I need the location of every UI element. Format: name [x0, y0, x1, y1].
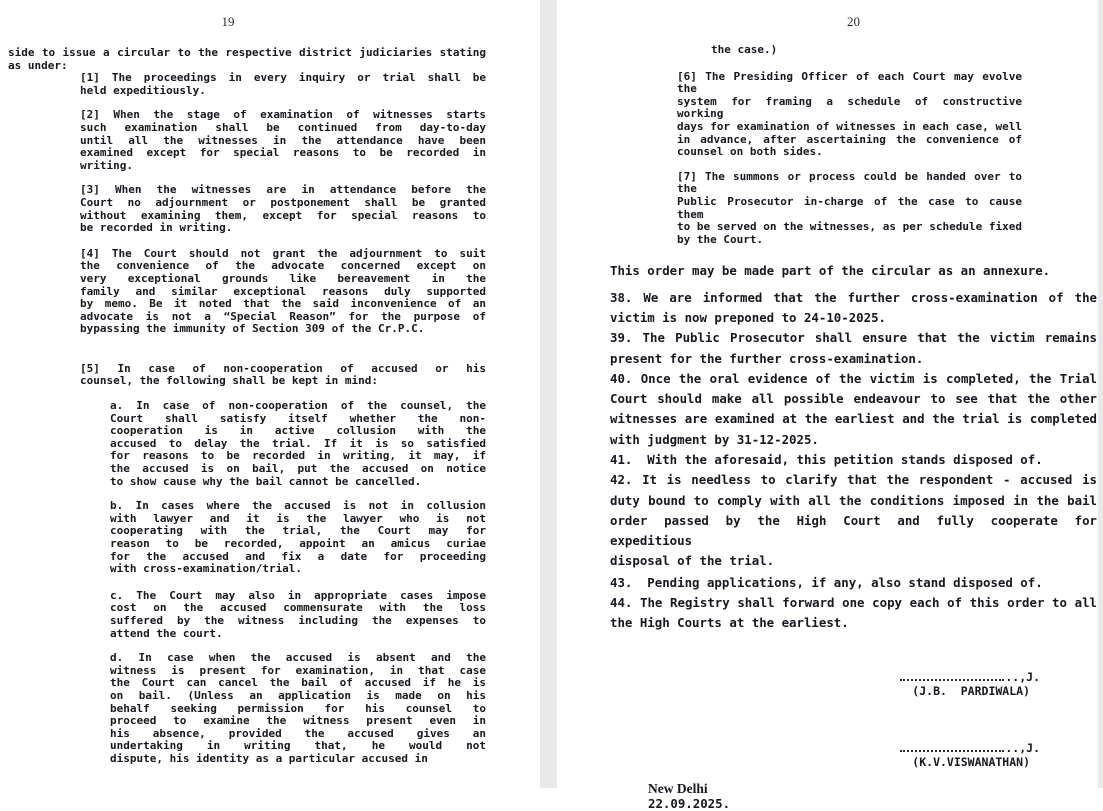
paragraph: [80, 184, 486, 234]
text-line: to be served on the witnesses, as per schedule fixed: [677, 220, 1022, 234]
text-line: for the accused and fix a date for proceeding: [110, 549, 486, 563]
signature-line: [610, 670, 1040, 684]
paragraph: [610, 593, 1097, 634]
text-line: as under:: [8, 58, 68, 72]
paragraph: [610, 573, 1097, 593]
text-line: accused to delay the trial. If it is so satisfied: [110, 436, 486, 450]
text-line: proceed to examine the witness present even in: [110, 714, 486, 728]
judge-name: (J.B. PARDIWALA): [912, 683, 1030, 698]
signature-line: [610, 741, 1040, 755]
page-gap-divider: [540, 0, 557, 788]
dotted-leader: [900, 741, 1004, 752]
text-line: 43. Pending applications, if any, also stand disposed of.: [610, 574, 1043, 590]
paragraph: [610, 328, 1097, 369]
text-line: This order may be made part of the circular as an annexure.: [610, 263, 1051, 279]
text-line: counsel, the following shall be kept in mind:: [80, 374, 379, 388]
judge-suffix: ..,J.: [1005, 740, 1040, 755]
date-label: 22.09.2025.: [648, 795, 731, 811]
text-line: cooperating with the trial, the Court may for: [110, 524, 486, 538]
signature-block: [610, 670, 1097, 770]
page-19: [0, 0, 540, 788]
text-line: very exceptional grounds like bereavement in the: [80, 271, 486, 285]
text-line: the Court can cancel the bail of accused if he is: [110, 676, 486, 690]
text-line: [4] The Court should not grant the adjournment to suit: [80, 246, 486, 260]
text-line: with lawyer and it is the lawyer who is not: [110, 511, 486, 525]
text-line: [3] When the witnesses are in attendance before the: [80, 183, 486, 197]
text-line: be recorded in writing.: [80, 221, 233, 235]
text-line: reason to be recorded, appoint an amicus curiae: [110, 537, 486, 550]
text-line: cooperation is in active collusion with the: [110, 424, 486, 438]
text-line: bypassing the immunity of Section 309 of the Cr.P.C.: [80, 322, 425, 336]
text-line: duty bound to comply with all the conditions imposed in the bail: [610, 492, 1097, 508]
place-and-date: [648, 782, 1098, 811]
paragraph: [110, 590, 486, 640]
text-line: without examining them, except for special reasons to: [80, 208, 486, 222]
text-line: system for framing a schedule of constructive working: [677, 94, 1022, 121]
text-line: [2] When the stage of examination of witnesses starts: [80, 108, 486, 122]
text-line: 38. We are informed that the further cross-examination of the: [610, 289, 1097, 305]
text-line: Court shall satisfy itself whether the non-: [110, 411, 486, 425]
text-line: Court no adjournment or postponement shall be granted: [80, 195, 486, 209]
text-line: Court should make all possible endeavour to see that the other: [610, 391, 1097, 407]
paragraph: [110, 652, 486, 765]
text-line: [1] The proceedings in every inquiry or trial shall be: [80, 71, 486, 85]
page-number: 19: [221, 14, 235, 29]
paragraph: [110, 500, 486, 576]
page-number: 20: [847, 14, 860, 29]
page-19-text: [8, 47, 540, 766]
text-line: d. In case when the accused is absent and the: [110, 651, 486, 665]
text-line: witness is present for examination, in that case: [110, 663, 486, 677]
text-line: dispute, his identity as a particular accused in: [110, 751, 428, 765]
text-line: 42. It is needless to clarify that the respondent - accused is: [610, 472, 1097, 488]
text-line: in advance, after ascertaining the convenience of: [677, 132, 1022, 146]
paragraph: [80, 363, 486, 388]
text-line: behalf seeking permission for his counsel to: [110, 701, 486, 715]
paragraph: [610, 261, 1097, 281]
text-line: family and similar exceptional reasons duly supported: [80, 284, 486, 298]
paragraph: [80, 248, 486, 336]
text-line: counsel on both sides.: [677, 145, 823, 159]
text-line: Public Prosecutor in-charge of the case to cause them: [677, 194, 1022, 221]
text-line: cost on the accused commensurate with the loss: [110, 601, 486, 615]
text-line: b. In cases where the accused is not in collusion: [110, 499, 486, 513]
paragraph: [610, 369, 1097, 450]
text-line: c. The Court may also in appropriate cases impose: [110, 588, 486, 602]
place-label: New Delhi: [648, 780, 708, 796]
text-line: the accused is on bail, put the accused on notice: [110, 462, 486, 476]
paragraph: [80, 109, 486, 172]
judge-signature: [610, 670, 1097, 699]
text-line: his absence, provided the accused gives an: [110, 726, 486, 740]
text-line: attend the court.: [110, 626, 223, 640]
judge-signature: [610, 741, 1097, 770]
text-line: 44. The Registry shall forward one copy each of this order to all: [610, 595, 1097, 611]
text-line: the case.): [711, 43, 778, 56]
judge-name: (K.V.VISWANATHAN): [912, 754, 1030, 769]
text-line: 40. Once the oral evidence of the victim is completed, the Trial: [610, 370, 1097, 386]
text-line: to show cause why the bail cannot be cancelled.: [110, 474, 422, 488]
text-line: the High Courts at the earliest.: [610, 615, 849, 631]
paragraph: [677, 171, 1022, 247]
text-line: victim is now preponed to 24-10-2025.: [610, 309, 887, 325]
paragraph: [677, 71, 1022, 159]
text-line: advocate is not a “Special Reason” for the purpose of: [80, 309, 486, 323]
text-line: order passed by the High Court and fully cooperate for expeditious: [610, 512, 1097, 549]
text-line: on bail. (Unless an application is made on his: [110, 688, 486, 702]
text-line: held expeditiously.: [80, 83, 206, 97]
text-line: 41. With the aforesaid, this petition stands disposed of.: [610, 451, 1043, 467]
text-line: until all the witnesses in the attendance have been: [80, 133, 486, 147]
text-line: with judgment by 31-12-2025.: [610, 431, 819, 447]
page-20: [557, 0, 1098, 811]
text-line: side to issue a circular to the respective district judiciaries stating: [8, 46, 486, 59]
judge-suffix: ..,J.: [1005, 669, 1040, 684]
next-page-edge: [1098, 0, 1103, 788]
text-line: a. In case of non-cooperation of the counsel, the: [110, 399, 486, 413]
text-line: present for the further cross-examination.: [610, 350, 924, 366]
paragraph: [8, 47, 486, 72]
text-line: undertaking in writing that, he would not: [110, 739, 486, 753]
text-line: examined except for special reasons to be recorded in: [80, 146, 486, 160]
text-line: by the Court.: [677, 232, 764, 246]
paragraph: [610, 288, 1097, 329]
page-20-text: [610, 44, 1098, 634]
text-line: the convenience of the advocate concerned except on: [80, 259, 486, 273]
text-line: with cross-examination/trial.: [110, 562, 303, 576]
paragraph: [711, 44, 1091, 57]
text-line: [7] The summons or process could be handed over to the: [677, 169, 1022, 196]
text-line: writing.: [80, 158, 133, 172]
text-line: for reasons to be recorded in writing, it may, if: [110, 449, 486, 463]
text-line: witnesses are examined at the earliest and the trial is completed: [610, 411, 1097, 427]
paragraph: [610, 470, 1097, 571]
dotted-leader: [900, 670, 1004, 681]
text-line: [6] The Presiding Officer of each Court may evolve the: [677, 69, 1022, 96]
text-line: disposal of the trial.: [610, 553, 775, 569]
text-line: by memo. Be it noted that the said inconvenience of an: [80, 297, 486, 311]
paragraph: [610, 450, 1097, 470]
paragraph: [110, 400, 486, 488]
paragraph: [80, 72, 486, 97]
text-line: such examination shall be continued from day-to-day: [80, 120, 486, 134]
text-line: suffered by the witness including the expenses to: [110, 613, 486, 627]
text-line: [5] In case of non-cooperation of accused or his: [80, 361, 486, 375]
text-line: days for examination of witnesses in each case, well: [677, 119, 1022, 133]
text-line: 39. The Public Prosecutor shall ensure that the victim remains: [610, 330, 1097, 346]
